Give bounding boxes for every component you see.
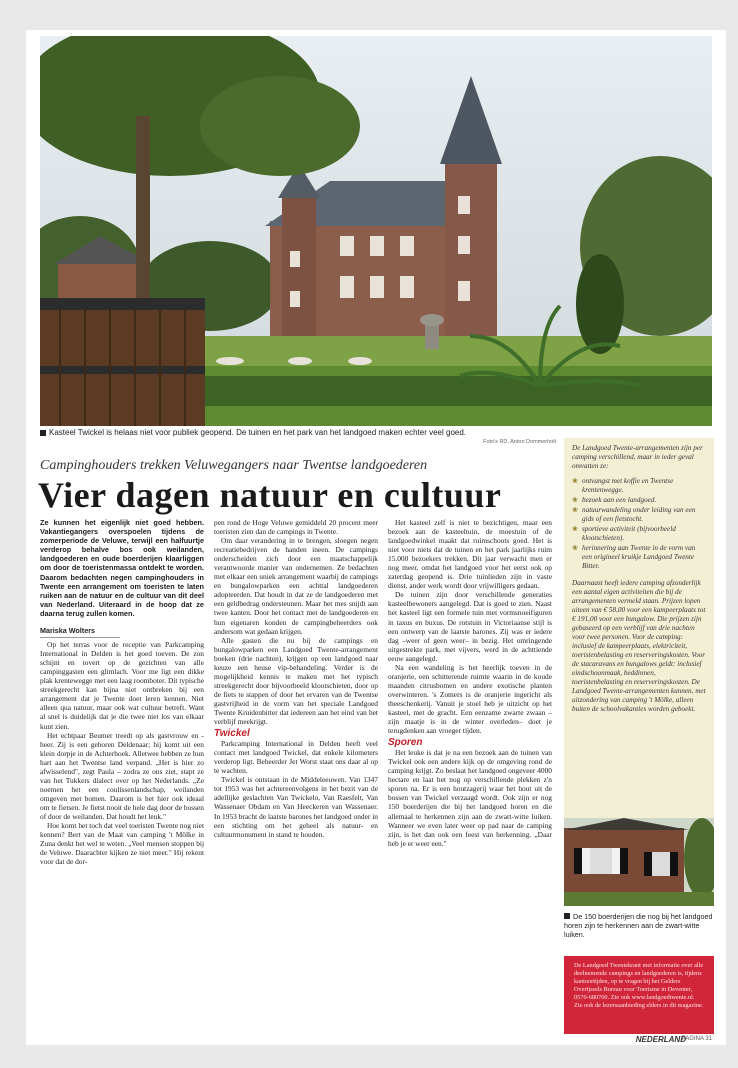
article-column-3 xyxy=(388,518,552,848)
photo-caption-text: Kasteel Twickel is helaas niet voor publiek geopend. De tuinen en het park van het landgoed maken echter veel goed. xyxy=(49,428,467,437)
photo-caption xyxy=(40,428,560,438)
list-item-text: bezoek aan een landgoed. xyxy=(582,496,657,504)
flower-bullet-icon: ❀ xyxy=(572,496,578,504)
body-paragraph: Het kasteel zelf is niet te bezichtigen, maar een bezoek aan de kasteeltuin, de moestuin of de landgoedwinkel maakt dat ruimschoots goed. Het is niet voor niets dat de tuinen en het park jaarlijks ruim 15.000 bezoekers trekken. Dit jaar verwacht men er nog meer, omdat het landgoed voor het eerst ook op zaterdag geopend is. Drie tuinlieden zijn in vaste dienst, ander werk wordt door vrijwilligers gedaan. xyxy=(388,518,552,591)
body-paragraph: Twickel is ontstaan in de Middeleeuwen. Van 1347 tot 1953 was het achtereenvolgens in het bezit van de adellijke geslachten Van Twickelo, Van Raesfelt, Van Wassenaer Obdam en Van Heeckeren van Wassenaer. In 1953 bracht de laatste barones het landgoed onder in een stichting om het geheel als natuur- en cultuurmonument in stand te houden. xyxy=(214,775,378,839)
article-column-2 xyxy=(214,518,378,839)
body-paragraph: Het leuke is dat je na een bezoek aan de tuinen van Twickel ook een andere kijk op de omgeving rond de camping krijgt. Zo beslaat het landgoed ongeveer 4000 hectare en laat het nog op verschillende plekken z'n sporen na. Er is een houtzagerij waar het hout uit de bossen van Twickel verzaagd wordt. Ook zijn er nog 150 boerderijen die bij het landgoed horen en die allemaal te herkennen zijn aan de zwart-witte luiken. Wanneer we even later weer op pad naar de camping zijn, is het dan ook een feest van herkenning. „Daar heb je er weer een." xyxy=(388,748,552,848)
flower-bullet-icon: ❀ xyxy=(572,477,578,485)
info-box-text: De Landgoed Twentekrant met informatie over alle deelnemende campings en landgoederen is, tijdens kantoortijden, op te vragen bij het Gelders Overijssels Bureau voor Toerisme in Deventer, 0570-680700. Zie ook www.landgoedtwente.nl. Zie ook de lezersaanbieding elders in dit magazine. xyxy=(574,962,704,1009)
magazine-page xyxy=(26,30,726,1045)
page-number: PAGINA 31 xyxy=(681,1036,712,1042)
sidebar-intro: De Landgoed Twente-arrangementen zijn per camping verschillend, maar in ieder geval omvatten ze: xyxy=(572,444,703,470)
subheading-twickel: Twickel xyxy=(214,728,250,740)
subheading-sporen: Sporen xyxy=(388,737,423,749)
article-headline: Vier dagen natuur en cultuur xyxy=(38,475,502,515)
body-paragraph: Hoe komt het toch dat veel toeristen Twente nog niet kennen? Bert van de Maat van camping 't Mölke in Zuna denkt het wel te weten. „Veel mensen stoppen bij de Veluwe. Daarachter kijken ze niet meer." Hij rekent voor dat de dor- xyxy=(40,821,204,867)
article-column-1 xyxy=(40,518,204,866)
farmhouse-photo xyxy=(564,818,714,906)
flower-bullet-icon: ❀ xyxy=(572,544,578,552)
farmhouse-caption xyxy=(564,912,714,939)
list-item xyxy=(572,477,706,495)
info-box xyxy=(564,956,714,1034)
body-paragraph: Op het terras voor de receptie van Parkcamping International in Delden is het goed toeven. De zon schijnt en tovert op de gezichten van alle campinggasten een glimlach. Voor me ligt een dikke plak krentewegge met een laag roomboter. Dit typische streekgerecht kan bijna niet ontbreken bij een arrangement dat je Twente doet leren kennen. Niet alleen qua natuur, maar ook wat cultuur betreft. Want al snel is duidelijk dat je die twee niet los van elkaar kunt zien. xyxy=(40,640,204,731)
sidebar-paragraph: Daarnaast heeft iedere camping afzonderlijk een aantal eigen activiteiten die bij de arrangementen vermeld staan. Prijzen lopen uiteen van € 58,00 voor een kampeerplaats tot € 191,00 voor een bungalow. Die prijzen zijn gebaseerd op een verblijf van drie nachten voor twee personen. Voor de camping: inclusief de kampeerplaats, elektriciteit, toeristenbelasting en reserveringskosten. Voor de stacaravans en bungalows geldt: inclusief eindschoonmaak, beddinnen, toeristenbelasting en reserveringskosten. De Landgoed Twente-arrangementen kunnen, met uitzondering van camping 't Mölke, alleen buiten de schoolvakanties worden geboekt. xyxy=(572,579,706,713)
magazine-brand: NEDERLAND xyxy=(635,1035,686,1044)
list-item-text: sportieve activiteit (bijvoorbeeld klootschieten). xyxy=(582,525,676,542)
castle-photo xyxy=(40,36,712,426)
caption-square-icon xyxy=(40,430,46,436)
list-item xyxy=(572,544,706,571)
list-item-text: natuurwandeling onder leiding van een gids of een fietstocht. xyxy=(582,506,696,523)
caption-square-icon xyxy=(564,913,570,919)
photo-credit: Foto's RD, Anton Dommerholt xyxy=(483,439,556,445)
body-paragraph: Om daar verandering in te brengen, sloegen negen recreatiebedrijven de handen ineen. De campings onderscheiden zich door een maatschappelijk verantwoorde manier van ondernemen. Ze bedachten met elkaar een uniek arrangement waarbij de campings en bungalowparken een achttal landgoederen adopteerden. Dat houdt in dat ze de landgoederen met een geldbedrag ondersteunen. Maar het mes snijdt aan twee kanten. Door het contact met de landgoederen en hun eigenaren konden de campingbeheerders ook andersom wat gedaan krijgen. xyxy=(214,536,378,636)
article-kicker: Campinghouders trekken Veluwegangers naar Twentse landgoederen xyxy=(40,458,428,473)
body-paragraph: Parkcamping International in Delden heeft veel contact met landgoed Twickel, dat enkele kilometers verderop ligt. Beheerder Jet Worst staat ons daar al op te wachten. xyxy=(214,739,378,776)
list-item xyxy=(572,506,706,524)
body-paragraph: Het echtpaar Beumer treedt op als gastvrouw en -heer. Zij is een geboren Deldenaar; hij komt uit een klein dorpje in de Achterhoek. Alletwee hebben ze hun hart aan het Twentse land verpand. „Het is hier zo afwisselend", zegt Paula – zodra ze ons ziet, stapt ze van het Tukkers dialect over op het Nederlands. „Ze noemen het een coulissenlandschap, weilanden omgeven met bomen. Daarom is het hier ook ideaal om te fietsen. Je fietst nooit de hele dag door de bossen of door de weilanden. Dat houdt het leuk." xyxy=(40,730,204,821)
byline: Mariska Wolters xyxy=(40,626,120,638)
list-item xyxy=(572,496,706,505)
body-paragraph: Alle gasten die nu bij de campings en bungalowparken een Landgoed Twente-arrangement boeken (drie nachten), krijgen op een landgoed naar keuze een heuse vip-behandeling. Verder is de mogelijkheid kennis te maken met het typisch streekgerecht door bijvoorbeeld klootschieten, door op de fiets te stappen of door het ervaren van de Twentse gastvrijheid in de vorm van het speciale Landgoed Twente Kruidenbitter dat iedereen aan het eind van het verblijf meekrijgt. xyxy=(214,635,378,727)
flower-bullet-icon: ❀ xyxy=(572,506,578,514)
farmhouse-caption-text: De 150 boerderijen die nog bij het landgoed horen zijn te herkennen aan de zwart-witte luiken. xyxy=(564,912,713,939)
body-paragraph: pen rond de Hoge Veluwe gemiddeld 20 procent meer toeristen zien dan de campings in Twente. xyxy=(214,518,378,537)
sidebar-list xyxy=(572,477,706,571)
flower-bullet-icon: ❀ xyxy=(572,525,578,533)
body-paragraph: De tuinen zijn door verschillende generaties kasteelbewoners aangelegd. Dat is goed te zien. Naast het kasteel ligt een formele tuin met vormsnoeifiguren in taxus en buxus. De rotstuin in Victoriaanse stijl is een ontwerp van de laatste barones. Zij was er iedere dag –weer of geen weer– in bezig. Het omringende uitgestrekte park, met vijvers, werd in de achttiende eeuw aangelegd. xyxy=(388,590,552,663)
list-item-text: ontvangst met koffie en Twentse krentenwegge. xyxy=(582,477,674,494)
list-item-text: herinnering aan Twente in de vorm van een origineel kruikje Landgoed Twente Bitter. xyxy=(582,544,696,570)
page-footer xyxy=(564,1035,714,1045)
body-paragraph: Na een wandeling is het heerlijk toeven in de oranjerie, een schitterende ruimte waarin in de koude maanden citrusbomen en andere exotische planten overwinteren. 's Zomers is de oranjerie ingericht als theeschenkerij. Vanuit je stoel heb je uitzicht op het kasteel, met de gracht. Een eenzame zwarte zwaan –zijn maatje is in de winter overleden– doet je terugdenken aan vroeger tijden. xyxy=(388,662,552,736)
list-item xyxy=(572,525,706,543)
article-lead: Ze kunnen het eigenlijk niet goed hebben. Vakantiegangers overspoelen tijdens de zomerperiode de Veluwe, terwijl een halfuurtje verderop behalve bos ook weilanden, landgoederen en oude boerderijen klaarliggen om door de toeristenmassa ontdekt te worden. Daarom bedachten negen campinghouders in Twente een arrangement om toeristen te laten ruiken aan de natuur en de cultuur van dit deel van Nederland. Uiteraard in de hoop dat ze daarna terug zullen komen. xyxy=(40,518,204,618)
arrangement-sidebar xyxy=(564,438,714,818)
